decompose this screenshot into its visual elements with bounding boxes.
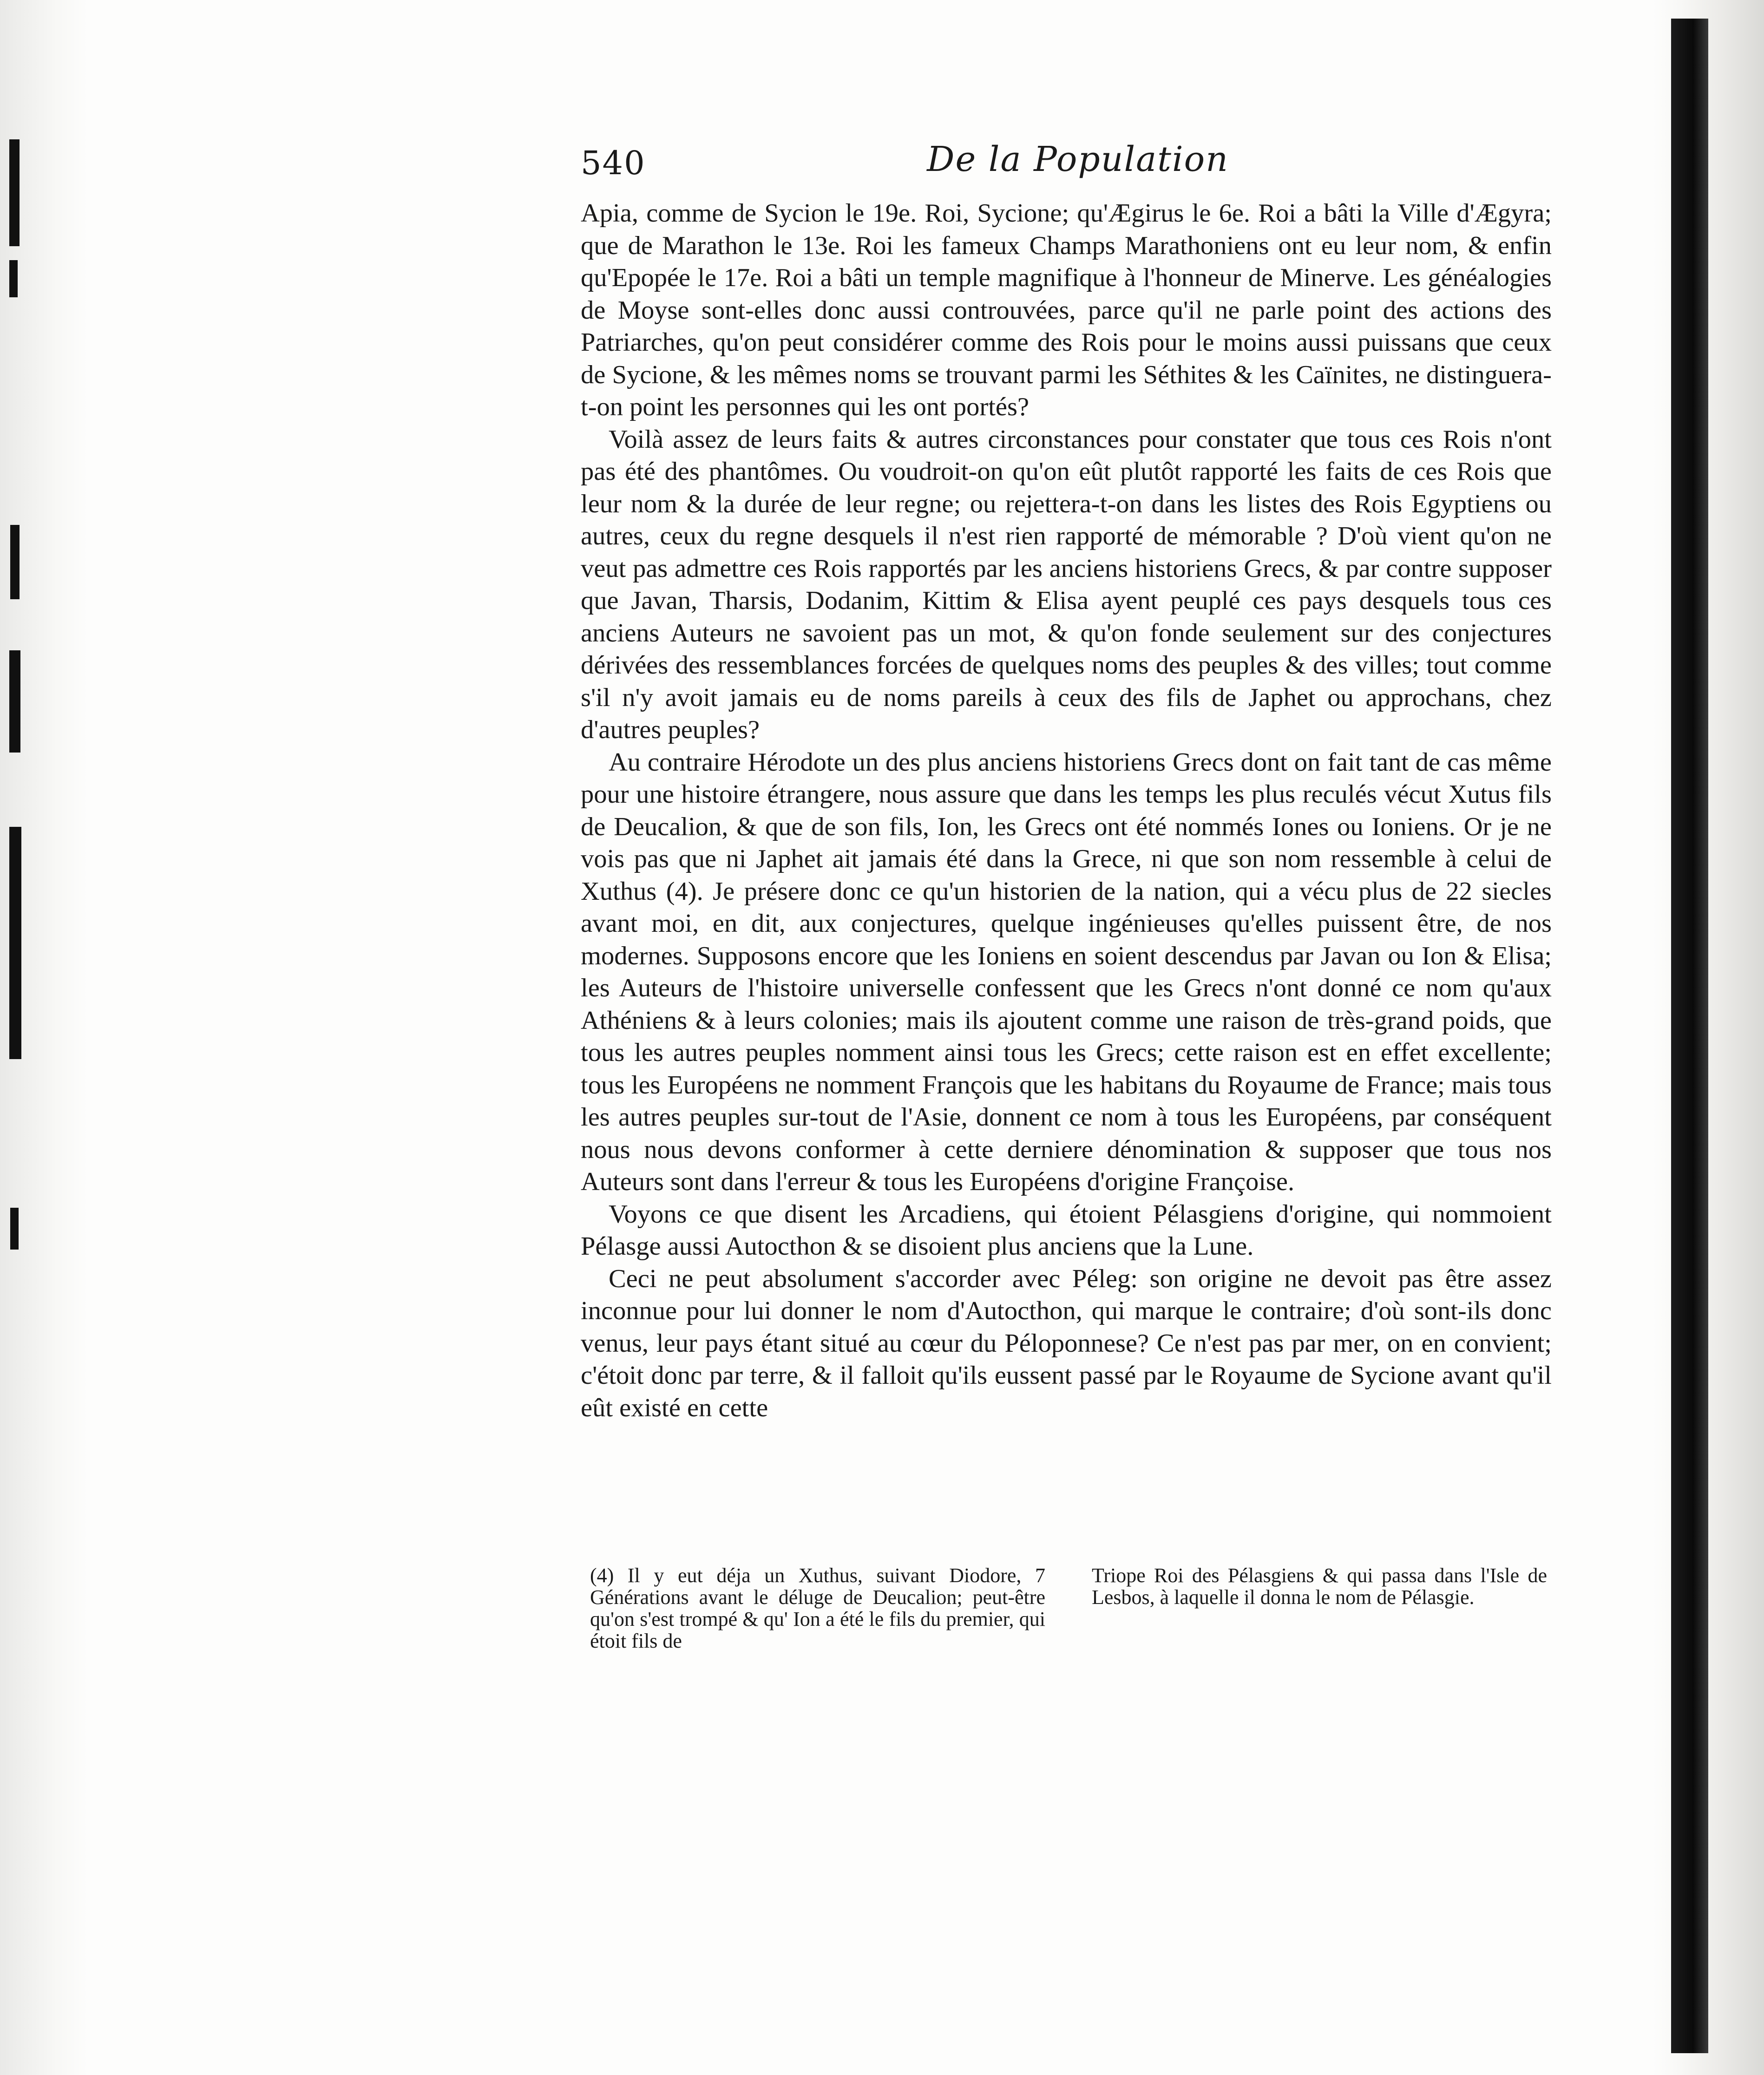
paragraph: Voyons ce que disent les Arcadiens, qui étoient Pélasgiens d'origine, qui nommoient Pélasge aussi Autocthon & se disoient plus anciens que la Lune. xyxy=(581,1199,1552,1261)
page-header xyxy=(581,139,1575,190)
left-binding-edge xyxy=(0,0,88,2075)
right-binding-edge xyxy=(1653,0,1764,2075)
footnote-right-column: Triope Roi des Pélasgiens & qui passa dans l'Isle de Lesbos, à laquelle il donna le nom de Pélasgie. xyxy=(1092,1564,1547,1609)
paragraph: Voilà assez de leurs faits & autres circonstances pour constater que tous ces Rois n'ont pas été des phantômes. Ou voudroit-on qu'on eût plutôt rapporté les faits de ces Rois que leur nom & la durée de leur regne; ou rejettera-t-on dans les listes des Rois Egyptiens ou autres, ceux du regne desquels il n'est rien rapporté de mémorable ? D'où vient qu'on ne veut pas admettre ces Rois rapportés par les anciens historiens Grecs, & par contre supposer que Javan, Tharsis, Dodanim, Kittim & Elisa ayent peuplé ces pays desquels tous ces anciens Auteurs ne savoient pas un mot, & qu'on fonde seulement sur des conjectures dérivées des ressemblances forcées de quelques noms des peuples & des villes; tout comme s'il n'y avoit jamais eu de noms pareils à ceux des fils de Japhet ou approchans, chez d'autres peuples? xyxy=(581,425,1552,744)
running-title: De la Population xyxy=(927,139,1229,179)
footnotes xyxy=(590,1564,1547,1652)
paragraph-continued: Apia, comme de Sycion le 19e. Roi, Sycione; qu'Ægirus le 6e. Roi a bâti la Ville d'Ægyra; que de Marathon le 13e. Roi les fameux Champs Marathoniens ont eu leur nom, & enfin qu'Epopée le 17e. Roi a bâti un temple magnifique à l'honneur de Minerve. Les généalogies de Moyse sont-elles donc aussi controuvées, parce qu'il ne parle point des actions des Patriarches, qu'on peut considérer comme des Rois pour le moins aussi puissans que ceux de Sycione, & les mêmes noms se trouvant parmi les Séthites & les Caïnites, ne distinguera-t-on point les personnes qui les ont portés? xyxy=(581,199,1552,421)
paragraph: Au contraire Hérodote un des plus anciens historiens Grecs dont on fait tant de cas même pour une histoire étrangere, nous assure que dans les temps les plus reculés vécut Xutus fils de Deucalion, & que de son fils, Ion, les Grecs ont été nommés Iones ou Ioniens. Or je ne vois pas que ni Japhet ait jamais été dans la Grece, ni que son nom ressemble à celui de Xuthus (4). Je présere donc ce qu'un historien de la nation, qui a vécu plus de 22 siecles avant moi, en dit, aux conjectures, quelque ingénieuses qu'elles puissent être, de nos modernes. Supposons encore que les Ioniens en soient descendus par Javan ou Ion & Elisa; les Auteurs de l'histoire universelle confessent que les Grecs n'ont donné ce nom qu'aux Athéniens & à leurs colonies; mais ils ajoutent comme une raison de très-grand poids, que tous les autres peuples nomment ainsi tous les Grecs; cette raison est en effet excellente; tous les Européens ne nomment François que les habitans du Royaume de France; mais tous les autres peuples sur-tout de l'Asie, donnent ce nom à tous les Européens, par conséquent nous nous devons conformer à cette derniere dénomination & supposer que tous nos Auteurs sont dans l'erreur & tous les Européens d'origine Françoise. xyxy=(581,747,1552,1196)
paragraph: Ceci ne peut absolument s'accorder avec Péleg: son origine ne devoit pas être assez inconnue pour lui donner le nom d'Autocthon, qui marque le contraire; d'où sont-ils donc venus, leur pays étant situé au cœur du Péloponnese? Ce n'est pas par mer, on en convient; c'étoit donc par terre, & il falloit qu'ils eussent passé par le Royaume de Sycione avant qu'il eût existé en cette xyxy=(581,1264,1552,1422)
main-text xyxy=(581,197,1552,1424)
gutter-shadow xyxy=(1671,19,1708,2053)
footnote-left-column: (4) Il y eut déja un Xuthus, suivant Diodore, 7 Générations avant le déluge de Deucalion; peut-être qu'on s'est trompé & qu' Ion a été le fils du premier, qui étoit fils de xyxy=(590,1564,1045,1652)
page-number: 540 xyxy=(581,144,646,182)
